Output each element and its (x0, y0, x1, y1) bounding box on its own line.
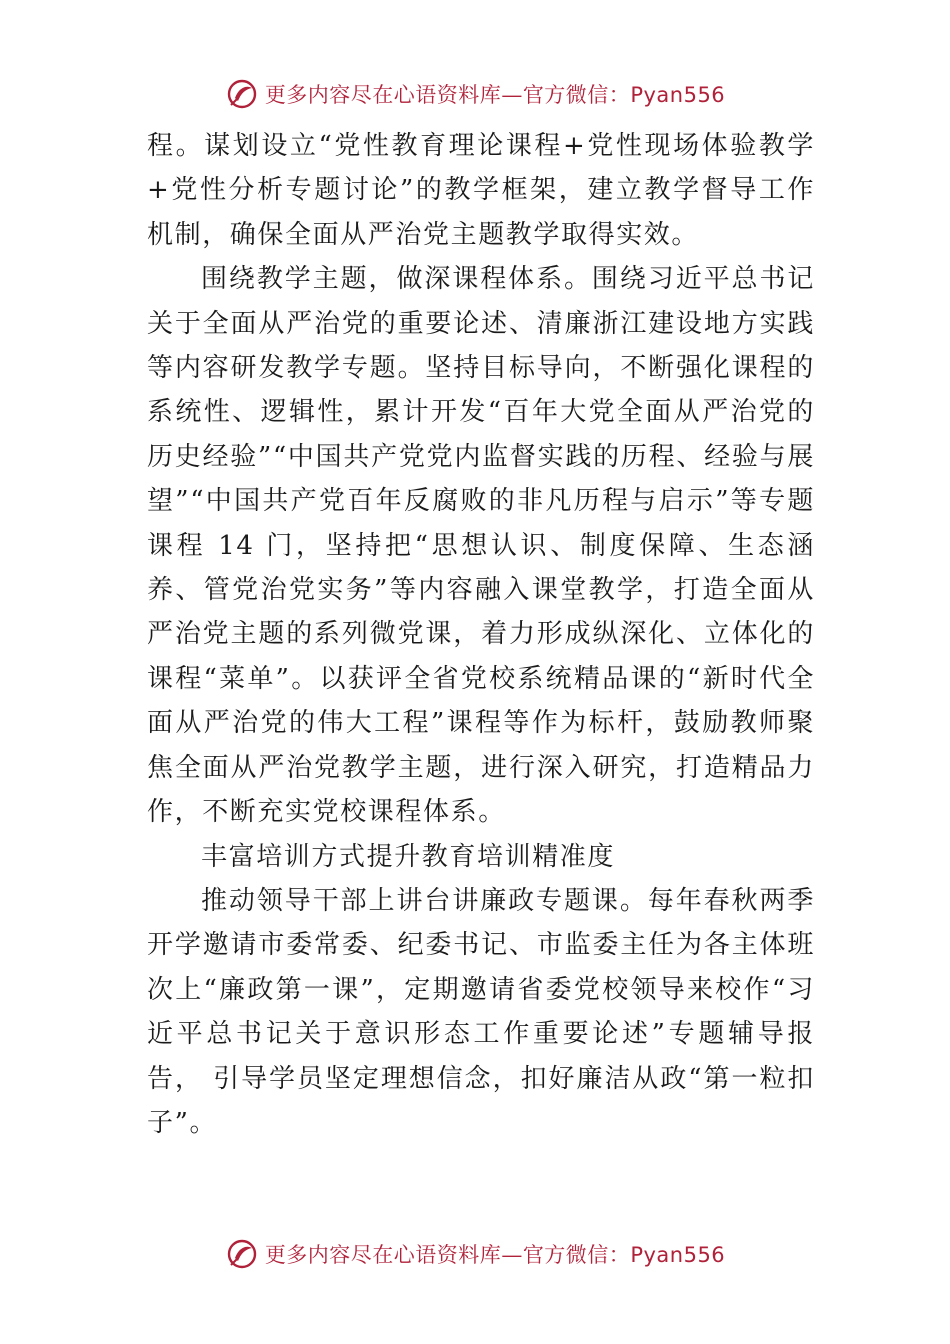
header-banner-text (265, 79, 725, 109)
banner-suffix-text: 官方微信： (522, 83, 631, 107)
footer-banner (0, 1234, 950, 1274)
banner-separator: — (501, 1243, 523, 1267)
banner-wechat-id: Pyan556 (630, 1243, 726, 1267)
banner-separator: — (501, 83, 523, 107)
banner-main-text: 更多内容尽在心语资料库 (264, 83, 502, 107)
banner-wechat-id: Pyan556 (630, 83, 726, 107)
paragraph-1: 程。谋划设立“党性教育理论课程+党性现场体验教学+党性分析专题讨论”的教学框架，建立教学督导工作机制，确保全面从严治党主题教学取得实效。 (147, 131, 815, 250)
banner-main-text: 更多内容尽在心语资料库 (264, 1243, 502, 1267)
section-heading: 丰富培训方式提升教育培训精准度 (201, 841, 616, 872)
footer-banner-text (265, 1239, 725, 1269)
paragraph-2: 围绕教学主题，做深课程体系。围绕习近平总书记关于全面从严治党的重要论述、清廉浙江建设地方实践等内容研发教学专题。坚持目标导向，不断强化课程的系统性、逻辑性，累计开发“百年大党全面从严治党的历史经验”“中国共产党党内监督实践的历程、经验与展望”“中国共产党百年反腐败的非凡历程与启示”等专题课程 14 门，坚持把“思想认识、制度保障、生态涵养、管党治党实务”等内容融入课堂教学，打造全面从严治党主题的系列微党课，着力形成纵深化、立体化的课程“菜单”。以获评全省党校系统精品课的“新时代全面从严治党的伟大工程”课程等作为标杆，鼓励教师聚焦全面从严治党教学主题，进行深入研究，打造精品力作，不断充实党校课程体系。 (147, 264, 815, 828)
header-banner (0, 74, 950, 114)
banner-suffix-text: 官方微信： (522, 1243, 631, 1267)
paragraph-3: 推动领导干部上讲台讲廉政专题课。每年春秋两季开学邀请市委常委、纪委书记、市监委主任为各主体班次上“廉政第一课”，定期邀请省委党校领导来校作“习近平总书记关于意识形态工作重要论述”专题辅导报告， 引导学员坚定理想信念，扣好廉洁从政“第一粒扣子”。 (147, 885, 815, 1138)
library-logo-icon (225, 1237, 259, 1271)
document-body (147, 124, 815, 1145)
library-logo-icon (225, 77, 259, 111)
